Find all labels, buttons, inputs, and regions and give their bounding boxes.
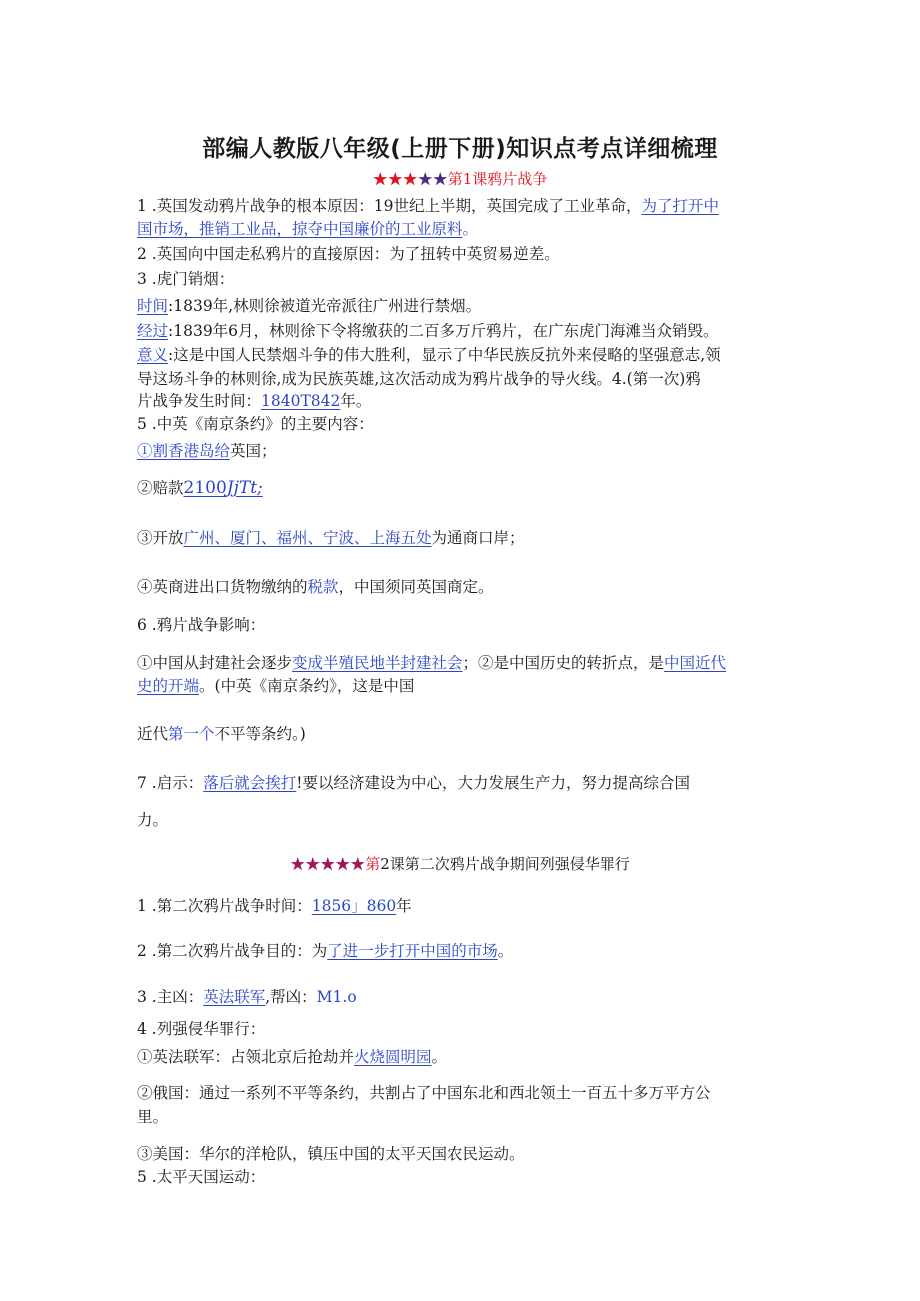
paragraph-line — [137, 894, 787, 916]
paragraph-line — [137, 939, 787, 961]
paragraph-line: 6 .鸦片战争影响： — [137, 616, 266, 634]
text: 近代 — [137, 725, 169, 743]
text: 片战争发生时间： — [137, 392, 262, 410]
key-point: M1.o — [316, 988, 357, 1006]
key-point: 中国近代 — [664, 654, 727, 672]
lesson-1-title: 第1课鸦片战争 — [447, 170, 548, 188]
paragraph-line — [137, 771, 787, 793]
paragraph-line: 4 .列强侵华罪行： — [137, 1020, 266, 1038]
key-point: 变成半殖民地半封建社会 — [292, 654, 463, 672]
text: 1 .英国发动鸦片战争的根本原因：19世纪上半期，英国完成了工业革命， — [137, 197, 642, 215]
key-point: 广州、厦门、福州、宁波、上海五处 — [183, 529, 432, 547]
key-point: 1856」860 — [311, 897, 397, 915]
paragraph-line: 5 .太平天国运动： — [137, 1168, 266, 1186]
paragraph-line — [137, 319, 787, 341]
text: ,帮凶： — [265, 988, 317, 1006]
paragraph-line: ②俄国：通过一系列不平等条约，共割占了中国东北和西北领土一百五十多万平方公 — [137, 1084, 711, 1102]
text: 。 — [431, 1048, 448, 1066]
text: 第 — [365, 855, 381, 873]
lesson-2-title: 2课第二次鸦片战争期间列强侵华罪行 — [380, 855, 630, 873]
text: 3 .主凶： — [137, 988, 204, 1006]
key-point: 火烧圆明园 — [354, 1048, 432, 1066]
key-point: 史的开端 — [137, 677, 200, 695]
text: :这是中国人民禁烟斗争的伟大胜利，显示了中华民族反抗外来侵略的坚强意志,领 — [168, 346, 721, 364]
paragraph-line — [137, 985, 787, 1007]
text: 年。 — [340, 392, 372, 410]
text: 7 .启示： — [137, 774, 204, 792]
text: 1 .第二次鸦片战争时间： — [137, 897, 312, 915]
rating-stars-magenta: ★★★★★ — [290, 855, 366, 873]
text: :1839年,林则徐被道光帝派往广州进行禁烟。 — [168, 297, 482, 315]
text: ②赔款 — [137, 479, 184, 497]
text: 英国； — [230, 442, 277, 460]
text: !要以经济建设为中心，大力发展生产力，努力提高综合国 — [296, 774, 690, 792]
text: ①英法联军：占领北京后抢劫并 — [137, 1048, 355, 1066]
paragraph-line — [137, 217, 787, 239]
key-point: 为了打开中 — [641, 197, 719, 215]
paragraph-line — [137, 476, 787, 498]
key-point: 了进一步打开中国的市场 — [327, 942, 498, 960]
rating-stars-red: ★★★ — [372, 170, 418, 188]
key-point: 税款 — [307, 578, 339, 596]
paragraph-line — [137, 651, 787, 673]
paragraph-line: 5 .中英《南京条约》的主要内容： — [137, 415, 374, 433]
paragraph-line — [137, 343, 787, 365]
paragraph-line — [137, 439, 787, 461]
document-title: 部编人教版八年级(上册下册)知识点考点详细梳理 — [202, 136, 718, 162]
lesson-2-heading — [0, 853, 920, 874]
label-time: 时间 — [137, 297, 169, 315]
paragraph-line — [137, 575, 787, 597]
text: 。 — [462, 220, 479, 238]
key-point: 国市场，推销工业品，掠夺中国廉价的工业原料 — [137, 220, 463, 238]
text: ，中国须同英国商定。 — [338, 578, 494, 596]
key-point: 2100 — [183, 478, 227, 498]
text: 为通商口岸； — [431, 529, 525, 547]
label-process: 经过 — [137, 322, 169, 340]
paragraph-line: 力。 — [137, 811, 169, 829]
paragraph-line — [137, 294, 787, 316]
text: :1839年6月，林则徐下令将缴获的二百多万斤鸦片，在广东虎门海滩当众销毁。 — [168, 322, 719, 340]
text: 不平等条约。) — [214, 725, 306, 743]
text: ③开放 — [137, 529, 184, 547]
paragraph-line — [137, 389, 787, 411]
paragraph-line: 里。 — [137, 1108, 169, 1126]
key-point: JjTt; — [226, 478, 263, 498]
paragraph-line — [137, 194, 787, 216]
label-meaning: 意义 — [137, 346, 169, 364]
text: 。(中英《南京条约》，这是中国 — [199, 677, 415, 695]
key-point: 英法联军 — [203, 988, 266, 1006]
paragraph-line — [137, 674, 787, 696]
paragraph-line: 2 .英国向中国走私鸦片的直接原因：为了扭转中英贸易逆差。 — [137, 245, 560, 263]
text: 年 — [396, 897, 412, 915]
lesson-1-heading — [0, 168, 920, 189]
paragraph-line — [137, 722, 787, 744]
text: 。 — [497, 942, 514, 960]
key-point: 落后就会挨打 — [203, 774, 297, 792]
paragraph-line: 导这场斗争的林则徐,成为民族英雄,这次活动成为鸦片战争的导火线。4.(第一次)鸦 — [137, 370, 701, 388]
paragraph-line — [137, 1045, 787, 1067]
paragraph-line: 3 .虎门销烟： — [137, 270, 235, 288]
rating-stars-purple: ★★ — [417, 170, 448, 188]
text: ；②是中国历史的转折点，是 — [462, 654, 665, 672]
key-point: 1840T842 — [261, 392, 341, 410]
text: ④英商进出口货物缴纳的 — [137, 578, 308, 596]
key-point: ①割香港岛给 — [137, 442, 231, 460]
text: 2 .第二次鸦片战争目的：为 — [137, 942, 328, 960]
key-point: 第一个 — [168, 725, 215, 743]
paragraph-line — [137, 526, 787, 548]
paragraph-line: ③美国：华尔的洋枪队，镇压中国的太平天国农民运动。 — [137, 1145, 525, 1163]
text: ①中国从封建社会逐步 — [137, 654, 293, 672]
